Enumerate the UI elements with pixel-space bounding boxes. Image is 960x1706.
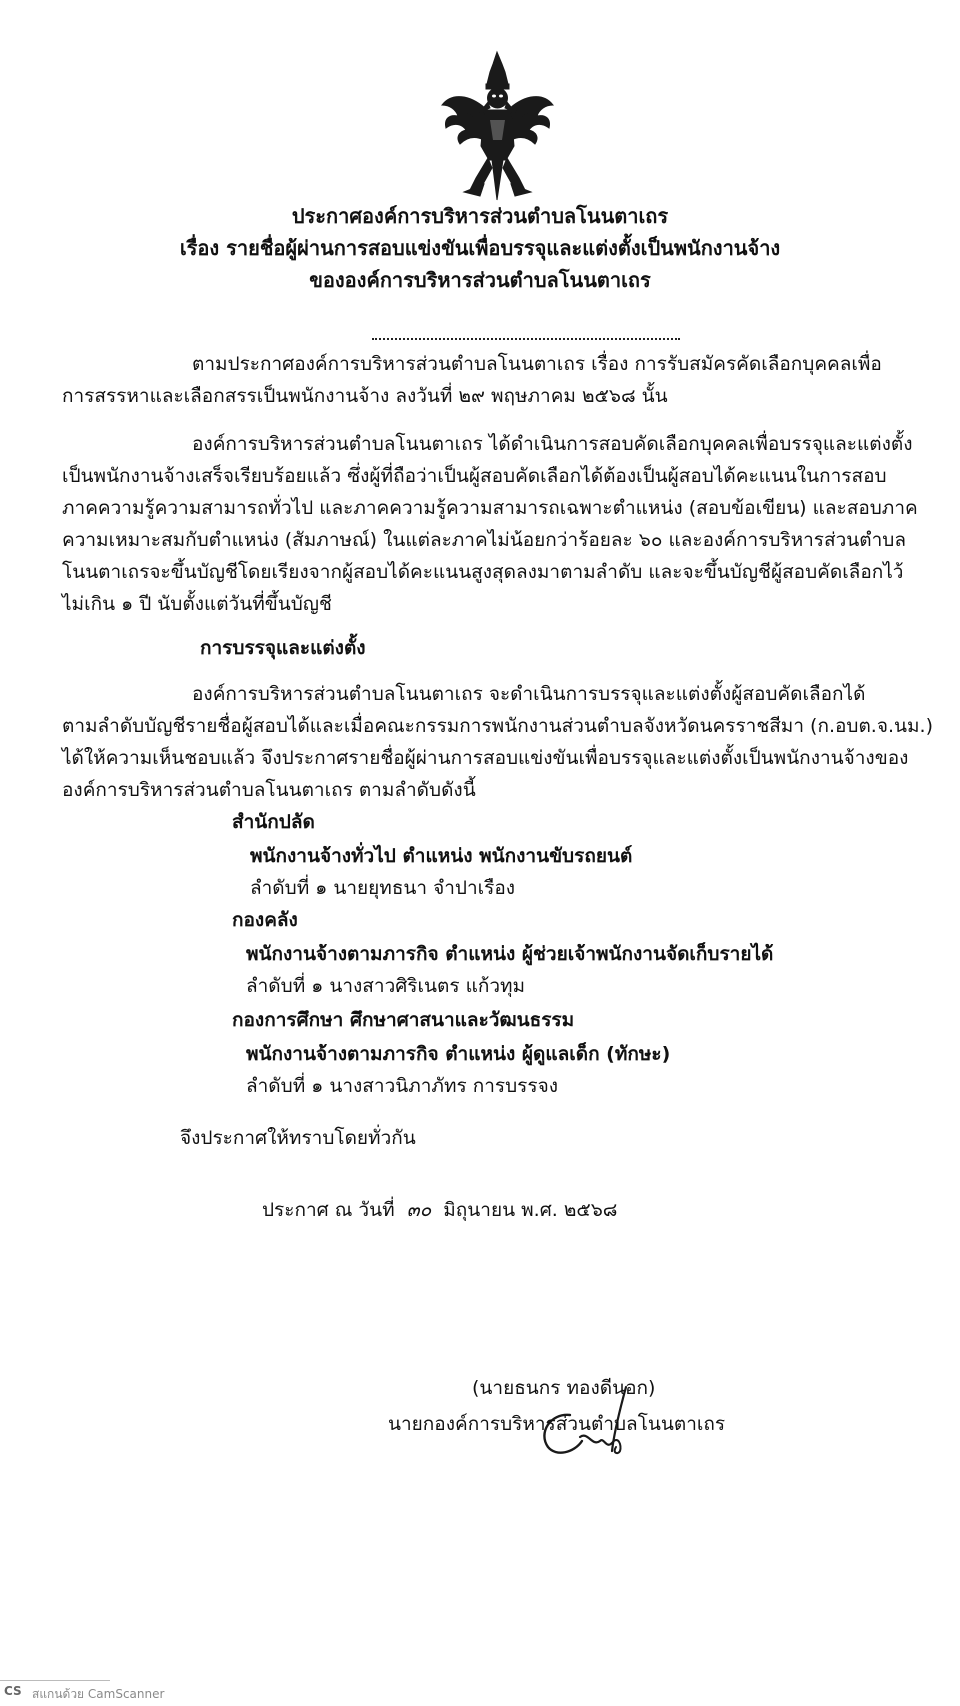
footer-divider [0,1680,110,1681]
closing-statement: จึงประกาศให้ทราบโดยทั่วกัน [180,1127,416,1149]
department-name: กองคลัง [232,909,298,931]
paragraph-line: โนนตาเถรจะขึ้นบัญชีโดยเรียงจากผู้สอบได้คะแนนสูงสุดลงมาตามลำดับ และจะขึ้นบัญชีผู้สอบคัดเลือกไว้ [62,561,904,583]
camscanner-footer [0,1680,960,1706]
announcement-subject: เรื่อง รายชื่อผู้ผ่านการสอบแข่งขันเพื่อบรรจุและแต่งตั้งเป็นพนักงานจ้าง [179,236,781,260]
department-position: พนักงานจ้างทั่วไป ตำแหน่ง พนักงานขับรถยนต์ [250,845,633,867]
paragraph-line: องค์การบริหารส่วนตำบลโนนตาเถร ได้ดำเนินการสอบคัดเลือกบุคคลเพื่อบรรจุและแต่งตั้ง [192,433,913,455]
paragraph-line: องค์การบริหารส่วนตำบลโนนตาเถร ตามลำดับดังนี้ [62,779,476,801]
intro-line: การสรรหาและเลือกสรรเป็นพนักงานจ้าง ลงวันที่ ๒๙ พฤษภาคม ๒๕๖๘ นั้น [62,385,668,407]
paragraph-line: ได้ให้ความเห็นชอบแล้ว จึงประกาศรายชื่อผู้ผ่านการสอบแข่งขันเพื่อบรรจุและแต่งตั้งเป็นพนักงานจ้างของ [62,747,909,769]
garuda-emblem-icon [440,50,555,205]
announcement-subject-cont: ขององค์การบริหารส่วนตำบลโนนตาเถร [309,268,651,292]
paragraph-line: ความเหมาะสมกับตำแหน่ง (สัมภาษณ์) ในแต่ละภาคไม่น้อยกว่าร้อยละ ๖๐ และองค์การบริหารส่วนตำบล [62,529,906,551]
announcement-date [262,1196,617,1224]
department-position: พนักงานจ้างตามภารกิจ ตำแหน่ง ผู้ช่วยเจ้าพนักงานจัดเก็บรายได้ [246,943,774,965]
date-prefix: ประกาศ ณ วันที่ [262,1199,395,1221]
paragraph-line: ตามลำดับบัญชีรายชื่อผู้สอบได้และเมื่อคณะกรรมการพนักงานส่วนตำบลจังหวัดนครราชสีมา (ก.อบต.จ.นม.) [62,715,933,737]
date-suffix: มิถุนายน พ.ศ. ๒๕๖๘ [443,1199,618,1221]
dotted-divider [372,338,680,340]
department-position: พนักงานจ้างตามภารกิจ ตำแหน่ง ผู้ดูแลเด็ก (ทักษะ) [246,1043,671,1065]
announcement-title: ประกาศองค์การบริหารส่วนตำบลโนนตาเถร [291,204,669,228]
paragraph-line: องค์การบริหารส่วนตำบลโนนตาเถร จะดำเนินการบรรจุและแต่งตั้งผู้สอบคัดเลือกได้ [192,683,866,705]
date-day: ๓๐ [406,1199,432,1221]
department-rank: ลำดับที่ ๑ นางสาวศิริเนตร แก้วทุม [246,975,526,997]
camscanner-label: สแกนด้วย CamScanner [32,1687,165,1701]
signatory-name: (นายธนกร ทองดีนอก) [472,1377,656,1399]
department-rank: ลำดับที่ ๑ นางสาวนิภาภัทร การบรรจง [246,1075,558,1097]
section-heading: การบรรจุและแต่งตั้ง [200,637,366,659]
signatory-title: นายกองค์การบริหารส่วนตำบลโนนตาเถร [388,1413,726,1435]
camscanner-logo: CS [4,1684,22,1698]
paragraph-line: เป็นพนักงานจ้างเสร็จเรียบร้อยแล้ว ซึ่งผู้ที่ถือว่าเป็นผู้สอบคัดเลือกได้ต้องเป็นผู้สอบได้คะแนนในการสอบ [62,465,887,487]
paragraph-line: ภาคความรู้ความสามารถทั่วไป และภาคความรู้ความสามารถเฉพาะตำแหน่ง (สอบข้อเขียน) และสอบภาค [62,497,918,519]
department-name: สำนักปลัด [232,811,315,833]
paragraph-line: ไม่เกิน ๑ ปี นับตั้งแต่วันที่ขึ้นบัญชี [62,593,332,615]
department-name: กองการศึกษา ศึกษาศาสนาและวัฒนธรรม [232,1009,575,1031]
intro-line: ตามประกาศองค์การบริหารส่วนตำบลโนนตาเถร เรื่อง การรับสมัครคัดเลือกบุคคลเพื่อ [192,353,882,375]
department-rank: ลำดับที่ ๑ นายยุทธนา จำปาเรือง [250,877,516,899]
